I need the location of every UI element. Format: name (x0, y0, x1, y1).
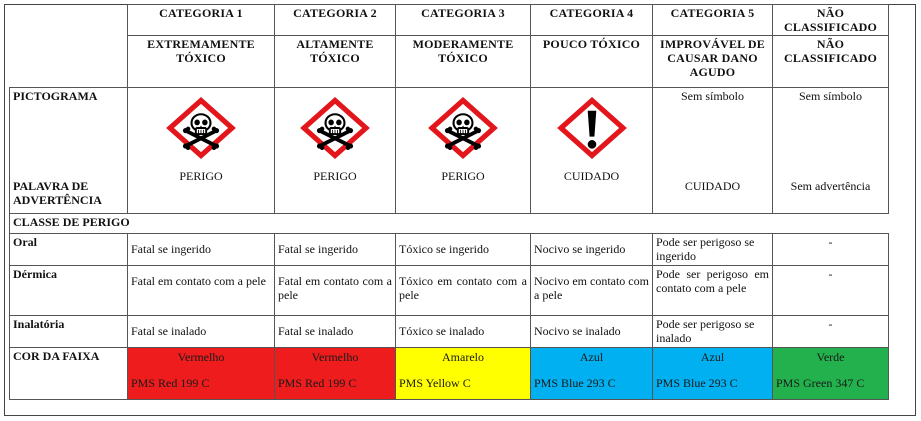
oral-label: Oral (10, 234, 128, 266)
signal-word-1: PERIGO (179, 169, 223, 183)
dermica-label: Dérmica (10, 266, 128, 316)
pms-code-4: PMS Blue 293 C (534, 376, 616, 390)
skull-crossbones-icon (278, 97, 392, 159)
header-categoria-4: CATEGORIA 4 (531, 5, 653, 36)
toxicity-classification-table (9, 4, 889, 400)
color-swatch-1 (128, 348, 275, 400)
color-name-1: Vermelho (177, 350, 225, 364)
color-swatch-3 (396, 348, 531, 400)
dermica-cell-4: Nocivo em contato com a pele (531, 266, 653, 316)
signal-word-4: CUIDADO (563, 169, 620, 183)
pms-code-6: PMS Green 347 C (776, 376, 865, 390)
inalatoria-row (10, 316, 889, 348)
header-row-toxicity (10, 36, 889, 88)
pictograma-label: PICTOGRAMA (13, 89, 98, 103)
oral-cell-3: Tóxico se ingerido (396, 234, 531, 266)
signal-word-3: PERIGO (441, 169, 485, 183)
color-swatch-6 (773, 348, 889, 400)
cor-faixa-row (10, 348, 889, 400)
dermica-cell-3: Tóxico em contato com a pele (396, 266, 531, 316)
signal-word-5: CUIDADO (684, 179, 741, 193)
header-categoria-2: CATEGORIA 2 (275, 5, 396, 36)
corner-cell (10, 5, 128, 36)
header-nao-classificado: NÃO CLASSIFICADO (773, 5, 889, 36)
header-row-categories (10, 5, 889, 36)
inalatoria-cell-6: - (773, 316, 889, 348)
pms-code-1: PMS Red 199 C (131, 376, 210, 390)
sem-simbolo-5: Sem símbolo (680, 89, 744, 103)
signal-word-2: PERIGO (313, 169, 357, 183)
classe-perigo-label: CLASSE DE PERIGO (10, 214, 889, 234)
inalatoria-cell-1: Fatal se inalado (128, 316, 275, 348)
pictogram-cell-1 (128, 88, 275, 214)
toxicity-label-3: MODERAMENTE TÓXICO (396, 36, 531, 88)
dermica-cell-1: Fatal em contato com a pele (128, 266, 275, 316)
pictogram-row (10, 88, 889, 214)
cor-faixa-label: COR DA FAIXA (10, 348, 128, 400)
pictogram-cell-2 (275, 88, 396, 214)
pms-code-2: PMS Red 199 C (278, 376, 357, 390)
toxicity-label-2: ALTAMENTE TÓXICO (275, 36, 396, 88)
toxicity-label-6: NÃO CLASSIFICADO (773, 36, 889, 88)
oral-row (10, 234, 889, 266)
color-swatch-4 (531, 348, 653, 400)
color-swatch-5 (653, 348, 773, 400)
pictograma-row-header (10, 88, 128, 214)
inalatoria-label: Inalatória (10, 316, 128, 348)
dermica-cell-2: Fatal em contato com a pele (275, 266, 396, 316)
exclamation-mark-icon (534, 97, 649, 159)
oral-cell-4: Nocivo se ingerido (531, 234, 653, 266)
header-categoria-3: CATEGORIA 3 (396, 5, 531, 36)
corner-cell-2 (10, 36, 128, 88)
signal-word-6: Sem advertência (790, 179, 871, 193)
skull-crossbones-icon (131, 97, 271, 159)
pms-code-5: PMS Blue 293 C (656, 376, 738, 390)
oral-cell-2: Fatal se ingerido (275, 234, 396, 266)
inalatoria-cell-4: Nocivo se inalado (531, 316, 653, 348)
toxicity-label-1: EXTREMAMENTE TÓXICO (128, 36, 275, 88)
pictogram-cell-3 (396, 88, 531, 214)
palavra-label: PALAVRA DE ADVERTÊNCIA (13, 179, 102, 207)
sem-simbolo-6: Sem símbolo (798, 89, 862, 103)
dermica-row (10, 266, 889, 316)
inalatoria-cell-3: Tóxico se inalado (396, 316, 531, 348)
color-name-6: Verde (816, 350, 845, 364)
skull-crossbones-icon (399, 97, 527, 159)
oral-cell-6: - (773, 234, 889, 266)
header-categoria-5: CATEGORIA 5 (653, 5, 773, 36)
color-swatch-2 (275, 348, 396, 400)
pictogram-cell-4 (531, 88, 653, 214)
oral-cell-5: Pode ser perigoso se ingerido (653, 234, 773, 266)
color-name-5: Azul (700, 350, 725, 364)
dermica-cell-5: Pode ser perigoso em contato com a pele (653, 266, 773, 316)
inalatoria-cell-2: Fatal se inalado (275, 316, 396, 348)
pictogram-cell-5 (653, 88, 773, 214)
dermica-cell-6: - (773, 266, 889, 316)
toxicity-label-5: IMPROVÁVEL DE CAUSAR DANO AGUDO (653, 36, 773, 88)
color-name-2: Vermelho (311, 350, 359, 364)
color-name-3: Amarelo (442, 350, 484, 364)
toxicity-label-4: POUCO TÓXICO (531, 36, 653, 88)
header-categoria-1: CATEGORIA 1 (128, 5, 275, 36)
inalatoria-cell-5: Pode ser perigoso se inalado (653, 316, 773, 348)
color-name-4: Azul (579, 350, 604, 364)
pictogram-cell-6 (773, 88, 889, 214)
pms-code-3: PMS Yellow C (399, 376, 471, 390)
oral-cell-1: Fatal se ingerido (128, 234, 275, 266)
classe-perigo-row (10, 214, 889, 234)
